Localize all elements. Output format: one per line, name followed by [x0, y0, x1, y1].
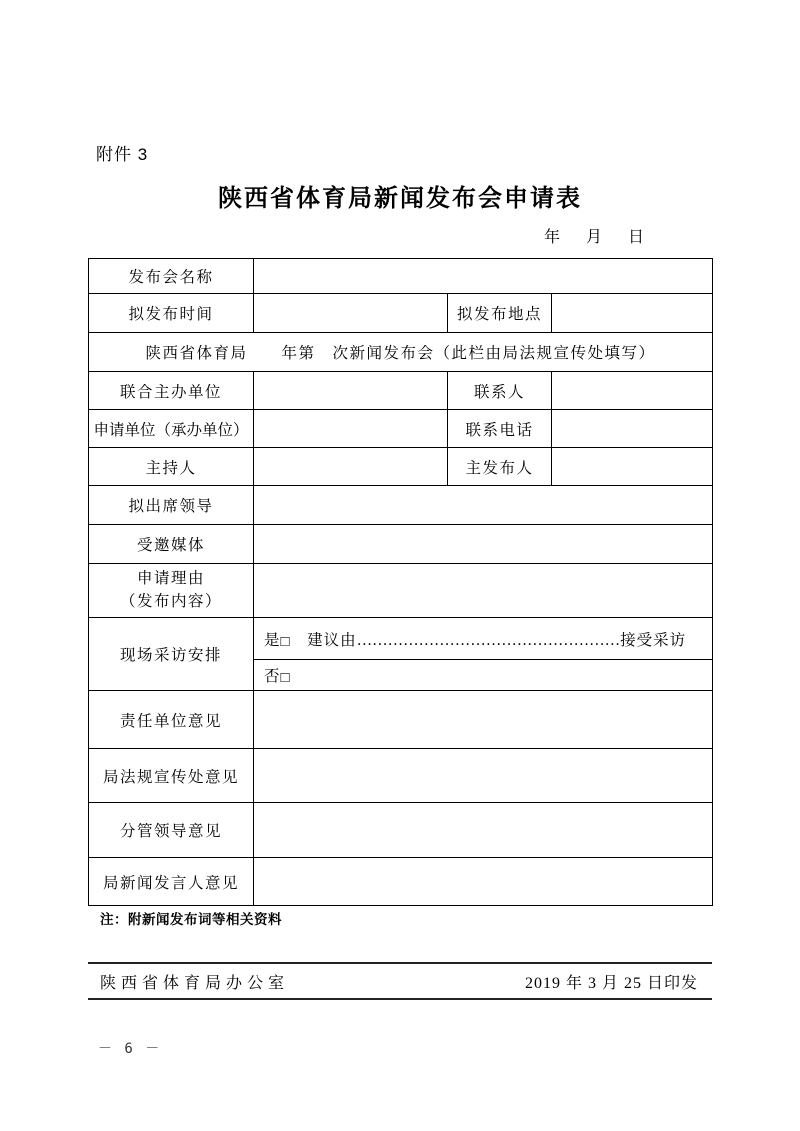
field-label-contact-phone: 联系电话 — [448, 410, 552, 448]
document-footer — [88, 962, 712, 1000]
dot-leader: …………………………………………… — [356, 631, 621, 649]
interview-no-label: 否 — [264, 668, 281, 685]
field-value-host — [254, 448, 448, 486]
form-note: 注：附新闻发布词等相关资料 — [100, 912, 282, 927]
field-label-main-speaker: 主发布人 — [448, 448, 552, 486]
field-label-conference-name: 发布会名称 — [89, 259, 254, 294]
field-value-contact-person — [552, 372, 713, 410]
field-label-applicant-unit: 申请单位（承办单位） — [89, 410, 254, 448]
table-row — [89, 691, 713, 749]
application-form-table — [88, 258, 713, 906]
issuing-office: 陕西省体育局办公室 — [100, 974, 290, 992]
field-value-main-speaker — [552, 448, 713, 486]
table-row — [89, 410, 713, 448]
field-label-application-reason — [89, 564, 254, 618]
field-label-legal-publicity-dept-opinion: 局法规宣传处意见 — [89, 749, 254, 803]
field-value-application-reason — [254, 564, 713, 618]
interview-yes-option — [254, 618, 713, 660]
field-label-leader-in-charge-opinion: 分管领导意见 — [89, 803, 254, 858]
table-row — [89, 749, 713, 803]
table-row — [89, 333, 713, 372]
checkbox-yes-icon[interactable]: □ — [280, 633, 291, 650]
field-value-proposed-time — [254, 294, 448, 333]
field-label-attending-leaders: 拟出席领导 — [89, 486, 254, 525]
interview-suggestion-suffix: 接受采访 — [620, 631, 687, 649]
field-value-co-organizer — [254, 372, 448, 410]
table-row — [89, 294, 713, 333]
field-label-contact-person: 联系人 — [448, 372, 552, 410]
interview-no-option — [254, 660, 713, 691]
field-label-invited-media: 受邀媒体 — [89, 525, 254, 564]
field-value-spokesperson-opinion — [254, 858, 713, 906]
table-row — [89, 525, 713, 564]
table-row — [89, 259, 713, 294]
field-value-conference-name — [254, 259, 713, 294]
page-number: － 6 － — [98, 1041, 162, 1057]
table-row — [89, 486, 713, 525]
series-line-cell: 陕西省体育局 年第 次新闻发布会（此栏由局法规宣传处填写） — [89, 333, 713, 372]
table-row — [89, 858, 713, 906]
field-label-interview-arrangement: 现场采访安排 — [89, 618, 254, 691]
field-label-spokesperson-opinion: 局新闻发言人意见 — [89, 858, 254, 906]
reason-label-line1: 申请理由 — [136, 570, 205, 588]
field-value-invited-media — [254, 525, 713, 564]
table-row — [89, 448, 713, 486]
field-value-applicant-unit — [254, 410, 448, 448]
issue-date: 2019 年 3 月 25 日印发 — [524, 974, 698, 992]
date-line: 年 月 日 — [543, 229, 646, 246]
field-value-attending-leaders — [254, 486, 713, 525]
attachment-label: 附件 3 — [96, 145, 149, 164]
field-value-responsible-unit-opinion — [254, 691, 713, 749]
table-row — [89, 564, 713, 618]
table-row — [89, 803, 713, 858]
interview-yes-label: 是 — [264, 631, 281, 649]
table-row — [89, 372, 713, 410]
field-value-proposed-place — [552, 294, 713, 333]
field-value-contact-phone — [552, 410, 713, 448]
field-value-legal-publicity-dept-opinion — [254, 749, 713, 803]
field-label-proposed-place: 拟发布地点 — [448, 294, 552, 333]
page-title: 陕西省体育局新闻发布会申请表 — [218, 185, 582, 212]
checkbox-no-icon[interactable]: □ — [280, 670, 291, 686]
field-label-proposed-time: 拟发布时间 — [89, 294, 254, 333]
table-row — [89, 618, 713, 660]
reason-label-line2: （发布内容） — [119, 592, 222, 610]
interview-suggestion-prefix: 建议由 — [290, 631, 357, 649]
field-value-leader-in-charge-opinion — [254, 803, 713, 858]
field-label-host: 主持人 — [89, 448, 254, 486]
field-label-responsible-unit-opinion: 责任单位意见 — [89, 691, 254, 749]
field-label-co-organizer: 联合主办单位 — [89, 372, 254, 410]
